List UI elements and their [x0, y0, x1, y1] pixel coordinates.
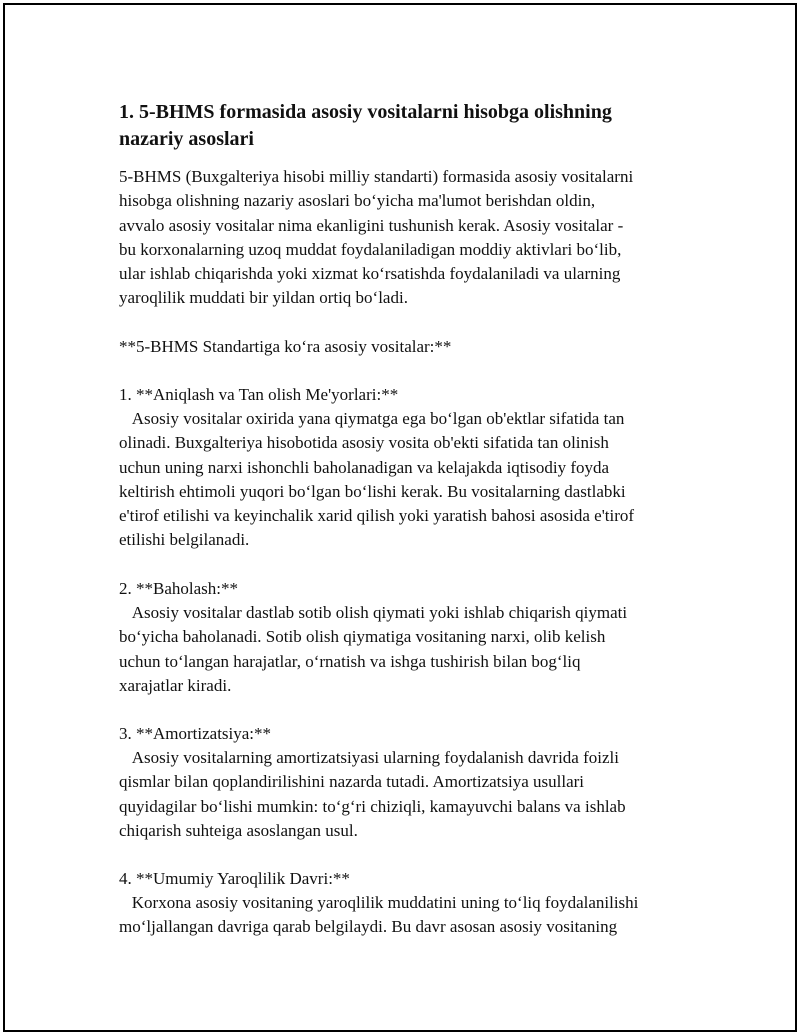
- section-1-heading: 1. **Aniqlash va Tan olish Me'yorlari:**: [119, 385, 399, 404]
- section-2-body: Asosiy vositalar dastlab sotib olish qiymati yoki ishlab chiqarish qiymati bo‘yicha baholanadi. Sotib olish qiymatiga vositaning narxi, olib kelish uchun to‘langan harajatlar, o‘rnatish va ishga tushirish bilan bog‘liq xarajatlar kiradi.: [119, 603, 628, 695]
- section-3-body: Asosiy vositalarning amortizatsiyasi ularning foydalanish davrida foizli qismlar bilan qoplandirilishini nazarda tutadi. Amortizatsiya usullari quyidagilar bo‘lishi mumkin: to‘g‘ri chiziqli, kamayuvchi balans va ishlab chiqarish suhteiga asoslangan usul.: [119, 748, 626, 840]
- standard-heading: **5-BHMS Standartiga ko‘ra asosiy vositalar:**: [119, 337, 452, 356]
- section-2-heading: 2. **Baholash:**: [119, 579, 238, 598]
- section-1-body: Asosiy vositalar oxirida yana qiymatga ega bo‘lgan ob'ektlar sifatida tan olinadi. Buxgalteriya hisobotida asosiy vosita ob'ekti sifatida tan olinish uchun uning narxi ishonchli baholanadigan va kelajakda iqtisodiy foyda keltirish ehtimoli yuqori bo‘lgan bo‘lishi kerak. Bu vositalarning dastlabki e'tirof etilishi va keyinchalik xarid qilish yoki yaratish bahosi asosida e'tirof etilishi belgilanadi.: [119, 409, 635, 550]
- document-title: 1. 5-BHMS formasida asosiy vositalarni hisobga olishning nazariy asoslari: [119, 101, 612, 150]
- section-3-heading: 3. **Amortizatsiya:**: [119, 724, 272, 743]
- section-4-body: Korxona asosiy vositaning yaroqlilik muddatini uning to‘liq foydalanilishi mo‘ljallangan davriga qarab belgilaydi. Bu davr asosan asosiy vositaning: [119, 893, 639, 937]
- page-frame: [3, 3, 797, 1032]
- section-4-heading: 4. **Umumiy Yaroqlilik Davri:**: [119, 869, 350, 888]
- intro-paragraph: 5-BHMS (Buxgalteriya hisobi milliy standarti) formasida asosiy vositalarni hisobga olishning nazariy asoslari bo‘yicha ma'lumot berishdan oldin, avvalo asosiy vositalar nima ekanligini tushunish kerak. Asosiy vositalar - bu korxonalarning uzoq muddat foydalaniladigan moddiy aktivlari bo‘lib, ular ishlab chiqarishda yoki xizmat ko‘rsatishda foydalaniladi va ularning yaroqlilik muddati bir yildan ortiq bo‘ladi.: [119, 167, 634, 308]
